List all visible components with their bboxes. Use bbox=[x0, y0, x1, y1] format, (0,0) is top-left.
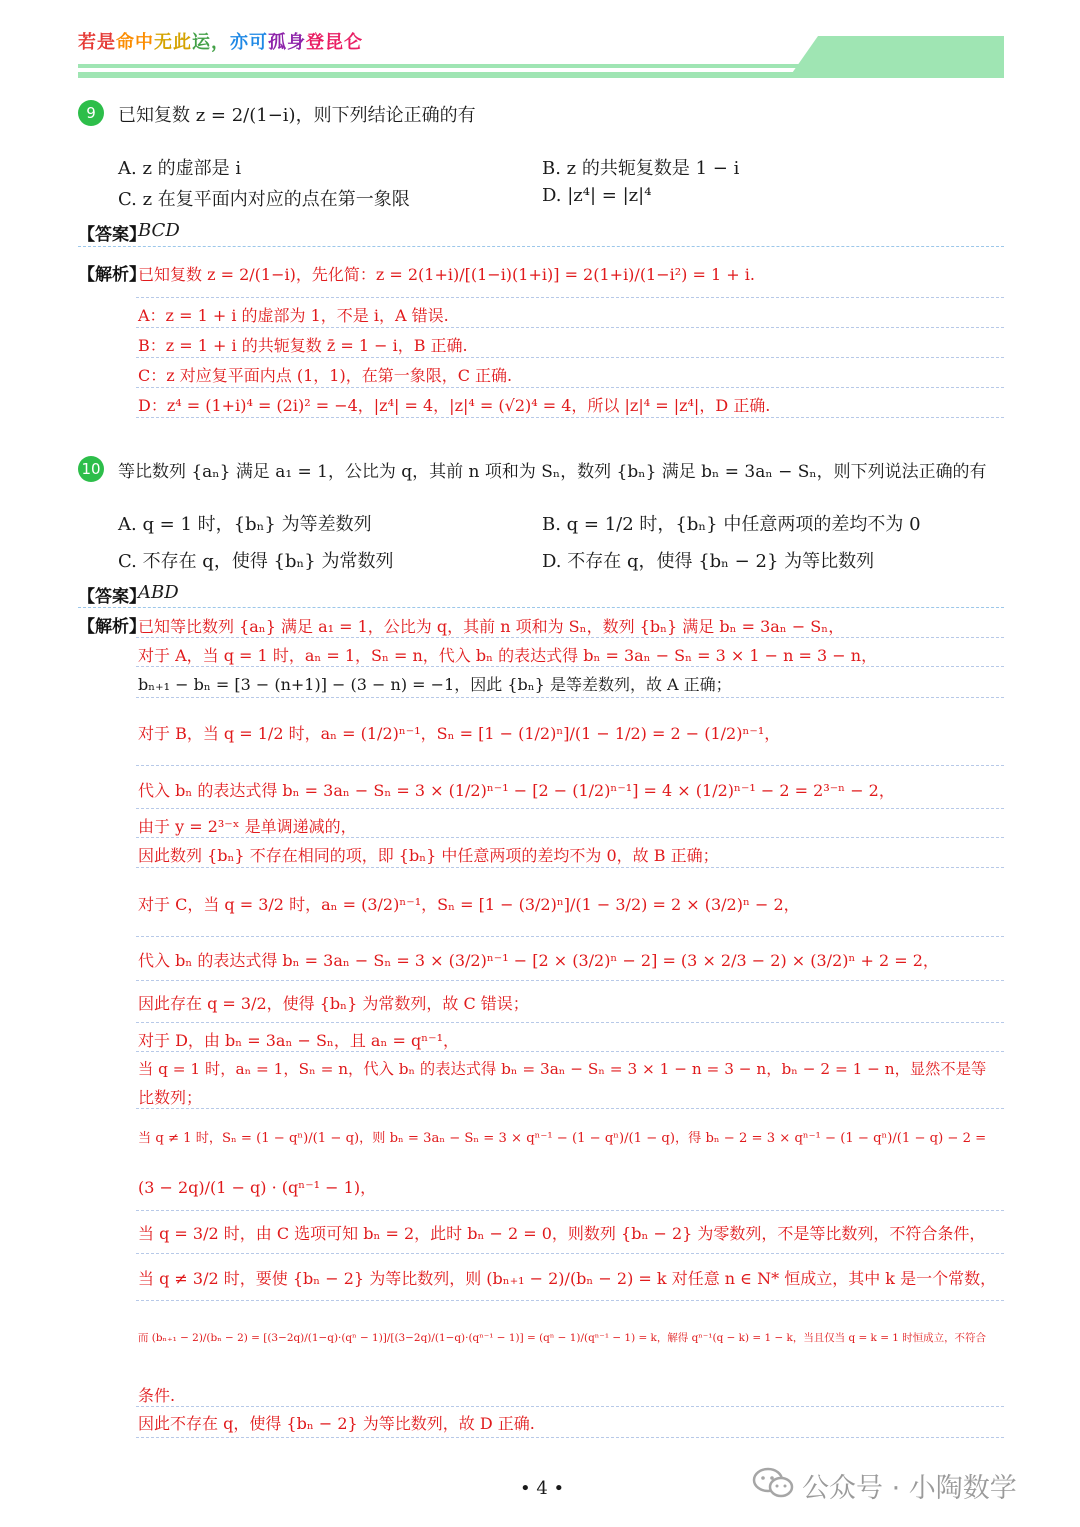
analysis-line: 当 q ≠ 3/2 时，要使 {bₙ − 2} 为等比数列，则 (bₙ₊₁ − 2)/(bₙ − 2) = k 对任意 n ∈ N* 恒成立，其中 k 是一个常数， bbox=[138, 1269, 997, 1288]
analysis-line: 已知复数 z = 2/(1−i)，先化简：z = 2(1+i)/[(1−i)(1+i)] = 2(1+i)/(1−i²) = 1 + i. bbox=[138, 265, 755, 284]
analysis-line: 因此存在 q = 3/2，使得 {bₙ} 为常数列，故 C 错误； bbox=[138, 994, 529, 1013]
divider bbox=[136, 980, 1004, 981]
analysis-line: A：z = 1 + i 的虚部为 1，不是 i，A 错误. bbox=[138, 306, 449, 325]
analysis-line: (3 − 2q)/(1 − q) · (qⁿ⁻¹ − 1)， bbox=[138, 1178, 377, 1197]
watermark-text: 公众号 · 小陶数学 bbox=[802, 1473, 1017, 1504]
divider bbox=[136, 837, 1004, 838]
analysis-line: 比数列； bbox=[138, 1088, 203, 1107]
option-c: C. 不存在 q，使得 {bₙ} 为常数列 bbox=[118, 551, 394, 572]
analysis-tag: 【解析】 bbox=[78, 265, 146, 285]
divider bbox=[136, 765, 1004, 766]
divider bbox=[136, 1051, 1004, 1052]
divider bbox=[136, 936, 1004, 937]
divider bbox=[136, 697, 1004, 698]
analysis-line: 而 (bₙ₊₁ − 2)/(bₙ − 2) = [(3−2q)/(1−q)·(qⁿ − 1)]/[(3−2q)/(1−q)·(qⁿ⁻¹ − 1)] = (qⁿ − 1)/(qⁿ⁻¹ − 1) = k，解得 qⁿ⁻¹(q − k) = 1 − k，当且仅当 q = k = 1 时恒成立，不符合 bbox=[138, 1332, 986, 1344]
analysis-line: 代入 bₙ 的表达式得 bₙ = 3aₙ − Sₙ = 3 × (1/2)ⁿ⁻¹ − [2 − (1/2)ⁿ⁻¹] = 4 × (1/2)ⁿ⁻¹ − 2 = 2³⁻ⁿ − 2， bbox=[138, 781, 895, 800]
analysis-line: 当 q ≠ 1 时，Sₙ = (1 − qⁿ)/(1 − q)，则 bₙ = 3aₙ − Sₙ = 3 × qⁿ⁻¹ − (1 − qⁿ)/(1 − q)，得 bₙ − 2 = 3 × qⁿ⁻¹ − (1 − qⁿ)/(1 − q) − 2 = bbox=[138, 1131, 987, 1146]
divider bbox=[136, 666, 1004, 667]
analysis-line: 由于 y = 2³⁻ˣ 是单调递减的， bbox=[138, 817, 357, 836]
divider bbox=[136, 637, 1004, 638]
option-c: C. z 在复平面内对应的点在第一象限 bbox=[118, 189, 410, 210]
divider bbox=[136, 808, 1004, 809]
answer-value: ABD bbox=[138, 582, 179, 603]
divider bbox=[78, 607, 1004, 608]
analysis-line: 对于 C，当 q = 3/2 时，aₙ = (3/2)ⁿ⁻¹，Sₙ = [1 − (3/2)ⁿ]/(1 − 3/2) = 2 × (3/2)ⁿ − 2， bbox=[138, 895, 800, 914]
divider bbox=[136, 327, 1004, 328]
question-stem: 已知复数 z = 2/(1−i)，则下列结论正确的有 bbox=[118, 105, 476, 126]
divider bbox=[136, 387, 1004, 388]
analysis-line: bₙ₊₁ − bₙ = [3 − (n+1)] − (3 − n) = −1，因此 {bₙ} 是等差数列，故 A 正确； bbox=[138, 675, 732, 694]
analysis-line: 已知等比数列 {aₙ} 满足 a₁ = 1，公比为 q，其前 n 项和为 Sₙ，数列 {bₙ} 满足 bₙ = 3aₙ − Sₙ， bbox=[138, 617, 845, 636]
divider bbox=[78, 246, 1004, 247]
divider bbox=[136, 1406, 1004, 1407]
divider bbox=[136, 1108, 1004, 1109]
analysis-line: 条件. bbox=[138, 1386, 176, 1405]
divider bbox=[136, 357, 1004, 358]
divider bbox=[136, 417, 1004, 418]
option-d: D. 不存在 q，使得 {bₙ − 2} 为等比数列 bbox=[542, 551, 875, 572]
question-number-badge: 10 bbox=[78, 456, 104, 482]
analysis-line: C：z 对应复平面内点 (1，1)，在第一象限，C 正确. bbox=[138, 366, 513, 385]
analysis-line: 对于 B，当 q = 1/2 时，aₙ = (1/2)ⁿ⁻¹，Sₙ = [1 − (1/2)ⁿ]/(1 − 1/2) = 2 − (1/2)ⁿ⁻¹， bbox=[138, 724, 781, 743]
page-number: • 4 • bbox=[520, 1478, 565, 1499]
analysis-tag: 【解析】 bbox=[78, 617, 146, 637]
analysis-line: 对于 A，当 q = 1 时，aₙ = 1，Sₙ = n，代入 bₙ 的表达式得 bₙ = 3aₙ − Sₙ = 3 × 1 − n = 3 − n， bbox=[138, 646, 878, 665]
analysis-line: 因此数列 {bₙ} 不存在相同的项，即 {bₙ} 中任意两项的差均不为 0，故 B 正确； bbox=[138, 846, 719, 865]
header-rule-thin bbox=[78, 64, 1004, 68]
divider bbox=[136, 1300, 1004, 1301]
wechat-icon bbox=[752, 1466, 794, 1498]
header-rule-thick bbox=[78, 72, 1004, 78]
analysis-line: 对于 D，由 bₙ = 3aₙ − Sₙ，且 aₙ = qⁿ⁻¹， bbox=[138, 1031, 459, 1050]
answer-tag: 【答案】 bbox=[78, 225, 146, 245]
divider bbox=[136, 1022, 1004, 1023]
option-a: A. q = 1 时，{bₙ} 为等差数列 bbox=[118, 514, 372, 535]
header-motto: 若是命中无此运，亦可孤身登昆仑 bbox=[78, 32, 363, 53]
divider bbox=[136, 1437, 1004, 1438]
answer-tag: 【答案】 bbox=[78, 587, 146, 607]
question-stem: 等比数列 {aₙ} 满足 a₁ = 1，公比为 q，其前 n 项和为 Sₙ，数列 {bₙ} 满足 bₙ = 3aₙ − Sₙ，则下列说法正确的有 bbox=[118, 462, 987, 482]
analysis-line: 代入 bₙ 的表达式得 bₙ = 3aₙ − Sₙ = 3 × (3/2)ⁿ⁻¹ − [2 × (3/2)ⁿ − 2] = (3 × 2/3 − 2) × (3/2)ⁿ + 2 = 2， bbox=[138, 951, 939, 970]
analysis-line: 当 q = 1 时，aₙ = 1，Sₙ = n，代入 bₙ 的表达式得 bₙ = 3aₙ − Sₙ = 3 × 1 − n = 3 − n，bₙ − 2 = 1 − n，显然不是等 bbox=[138, 1060, 987, 1078]
option-d: D. |z⁴| = |z|⁴ bbox=[542, 185, 652, 206]
option-b: B. z 的共轭复数是 1 − i bbox=[542, 158, 740, 179]
answer-value: BCD bbox=[138, 220, 180, 241]
option-a: A. z 的虚部是 i bbox=[118, 158, 242, 179]
analysis-line: 因此不存在 q，使得 {bₙ − 2} 为等比数列，故 D 正确. bbox=[138, 1414, 535, 1433]
analysis-line: B：z = 1 + i 的共轭复数 z̄ = 1 − i，B 正确. bbox=[138, 336, 468, 355]
divider bbox=[136, 1210, 1004, 1211]
divider bbox=[136, 867, 1004, 868]
divider bbox=[136, 297, 1004, 298]
divider bbox=[136, 1253, 1004, 1254]
analysis-line: D：z⁴ = (1+i)⁴ = (2i)² = −4，|z⁴| = 4，|z|⁴ = (√2)⁴ = 4，所以 |z|⁴ = |z⁴|，D 正确. bbox=[138, 396, 771, 415]
option-b: B. q = 1/2 时，{bₙ} 中任意两项的差均不为 0 bbox=[542, 514, 921, 535]
header-green-tab bbox=[790, 36, 1004, 76]
question-number-badge: 9 bbox=[78, 100, 104, 126]
analysis-line: 当 q = 3/2 时，由 C 选项可知 bₙ = 2，此时 bₙ − 2 = 0，则数列 {bₙ − 2} 为零数列，不是等比数列，不符合条件， bbox=[138, 1224, 986, 1243]
